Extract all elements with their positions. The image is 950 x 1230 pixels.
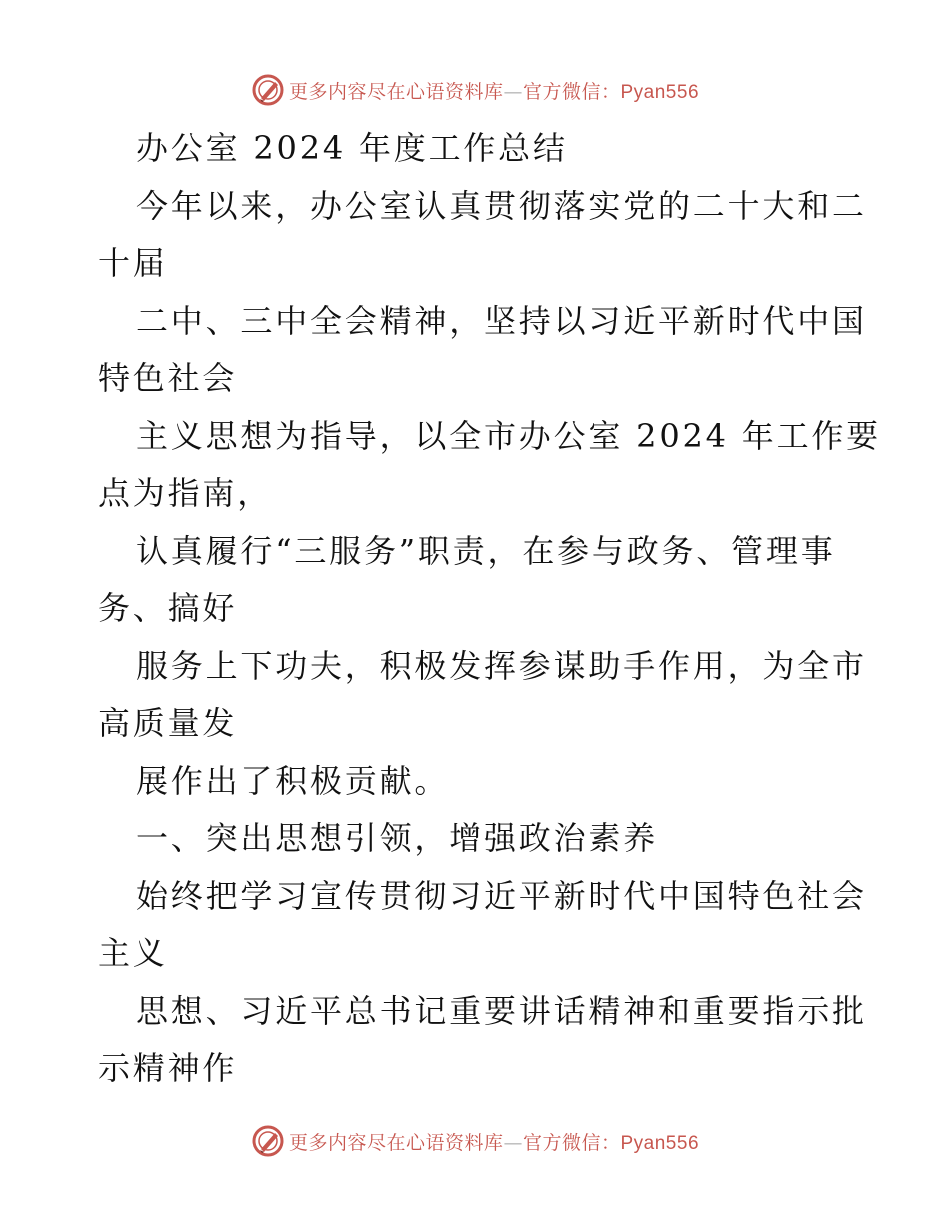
text-line: 点为指南， — [98, 474, 273, 512]
text-line: 主义 — [98, 934, 168, 972]
pen-seal-icon — [251, 73, 285, 107]
document-body — [98, 120, 881, 1098]
footer-watermark — [0, 1121, 950, 1161]
text-line: 办公室 2024 年度工作总结 — [136, 129, 568, 167]
text-line: 主义思想为指导，以全市办公室 2024 年工作要 — [136, 416, 881, 455]
text-line: 二中、三中全会精神，坚持以习近平新时代中国 — [136, 301, 867, 340]
text-line: 示精神作 — [98, 1049, 238, 1087]
text-line: 务、搞好 — [98, 589, 238, 627]
text-line: 服务上下功夫，积极发挥参谋助手作用，为全市 — [136, 646, 867, 685]
text-line: 今年以来，办公室认真贯彻落实党的二十大和二 — [136, 186, 867, 225]
text-line: 认真履行“三服务”职责，在参与政务、管理事 — [136, 531, 836, 570]
text-line: 特色社会 — [98, 359, 238, 397]
text-line: 一、突出思想引领，增强政治素养 — [136, 819, 659, 857]
text-line: 始终把学习宣传贯彻习近平新时代中国特色社会 — [136, 876, 867, 915]
watermark-wechat-label: 官方微信： — [522, 1131, 621, 1154]
header-watermark — [0, 70, 950, 110]
watermark-wechat-label: 官方微信： — [522, 80, 621, 103]
watermark-wechat-id: Pyan556 — [620, 1132, 700, 1154]
watermark-separator: — — [503, 80, 523, 103]
pen-seal-icon — [251, 1124, 285, 1158]
watermark-brand: 更多内容尽在心语资料库 — [288, 1131, 504, 1154]
watermark-separator: — — [503, 1131, 523, 1154]
text-line: 展作出了积极贡献。 — [136, 761, 450, 800]
watermark-wechat-id: Pyan556 — [620, 81, 700, 103]
text-line: 思想、习近平总书记重要讲话精神和重要指示批 — [136, 991, 867, 1030]
text-line: 高质量发 — [98, 704, 238, 742]
text-line: 十届 — [98, 244, 168, 282]
watermark-brand: 更多内容尽在心语资料库 — [288, 80, 504, 103]
